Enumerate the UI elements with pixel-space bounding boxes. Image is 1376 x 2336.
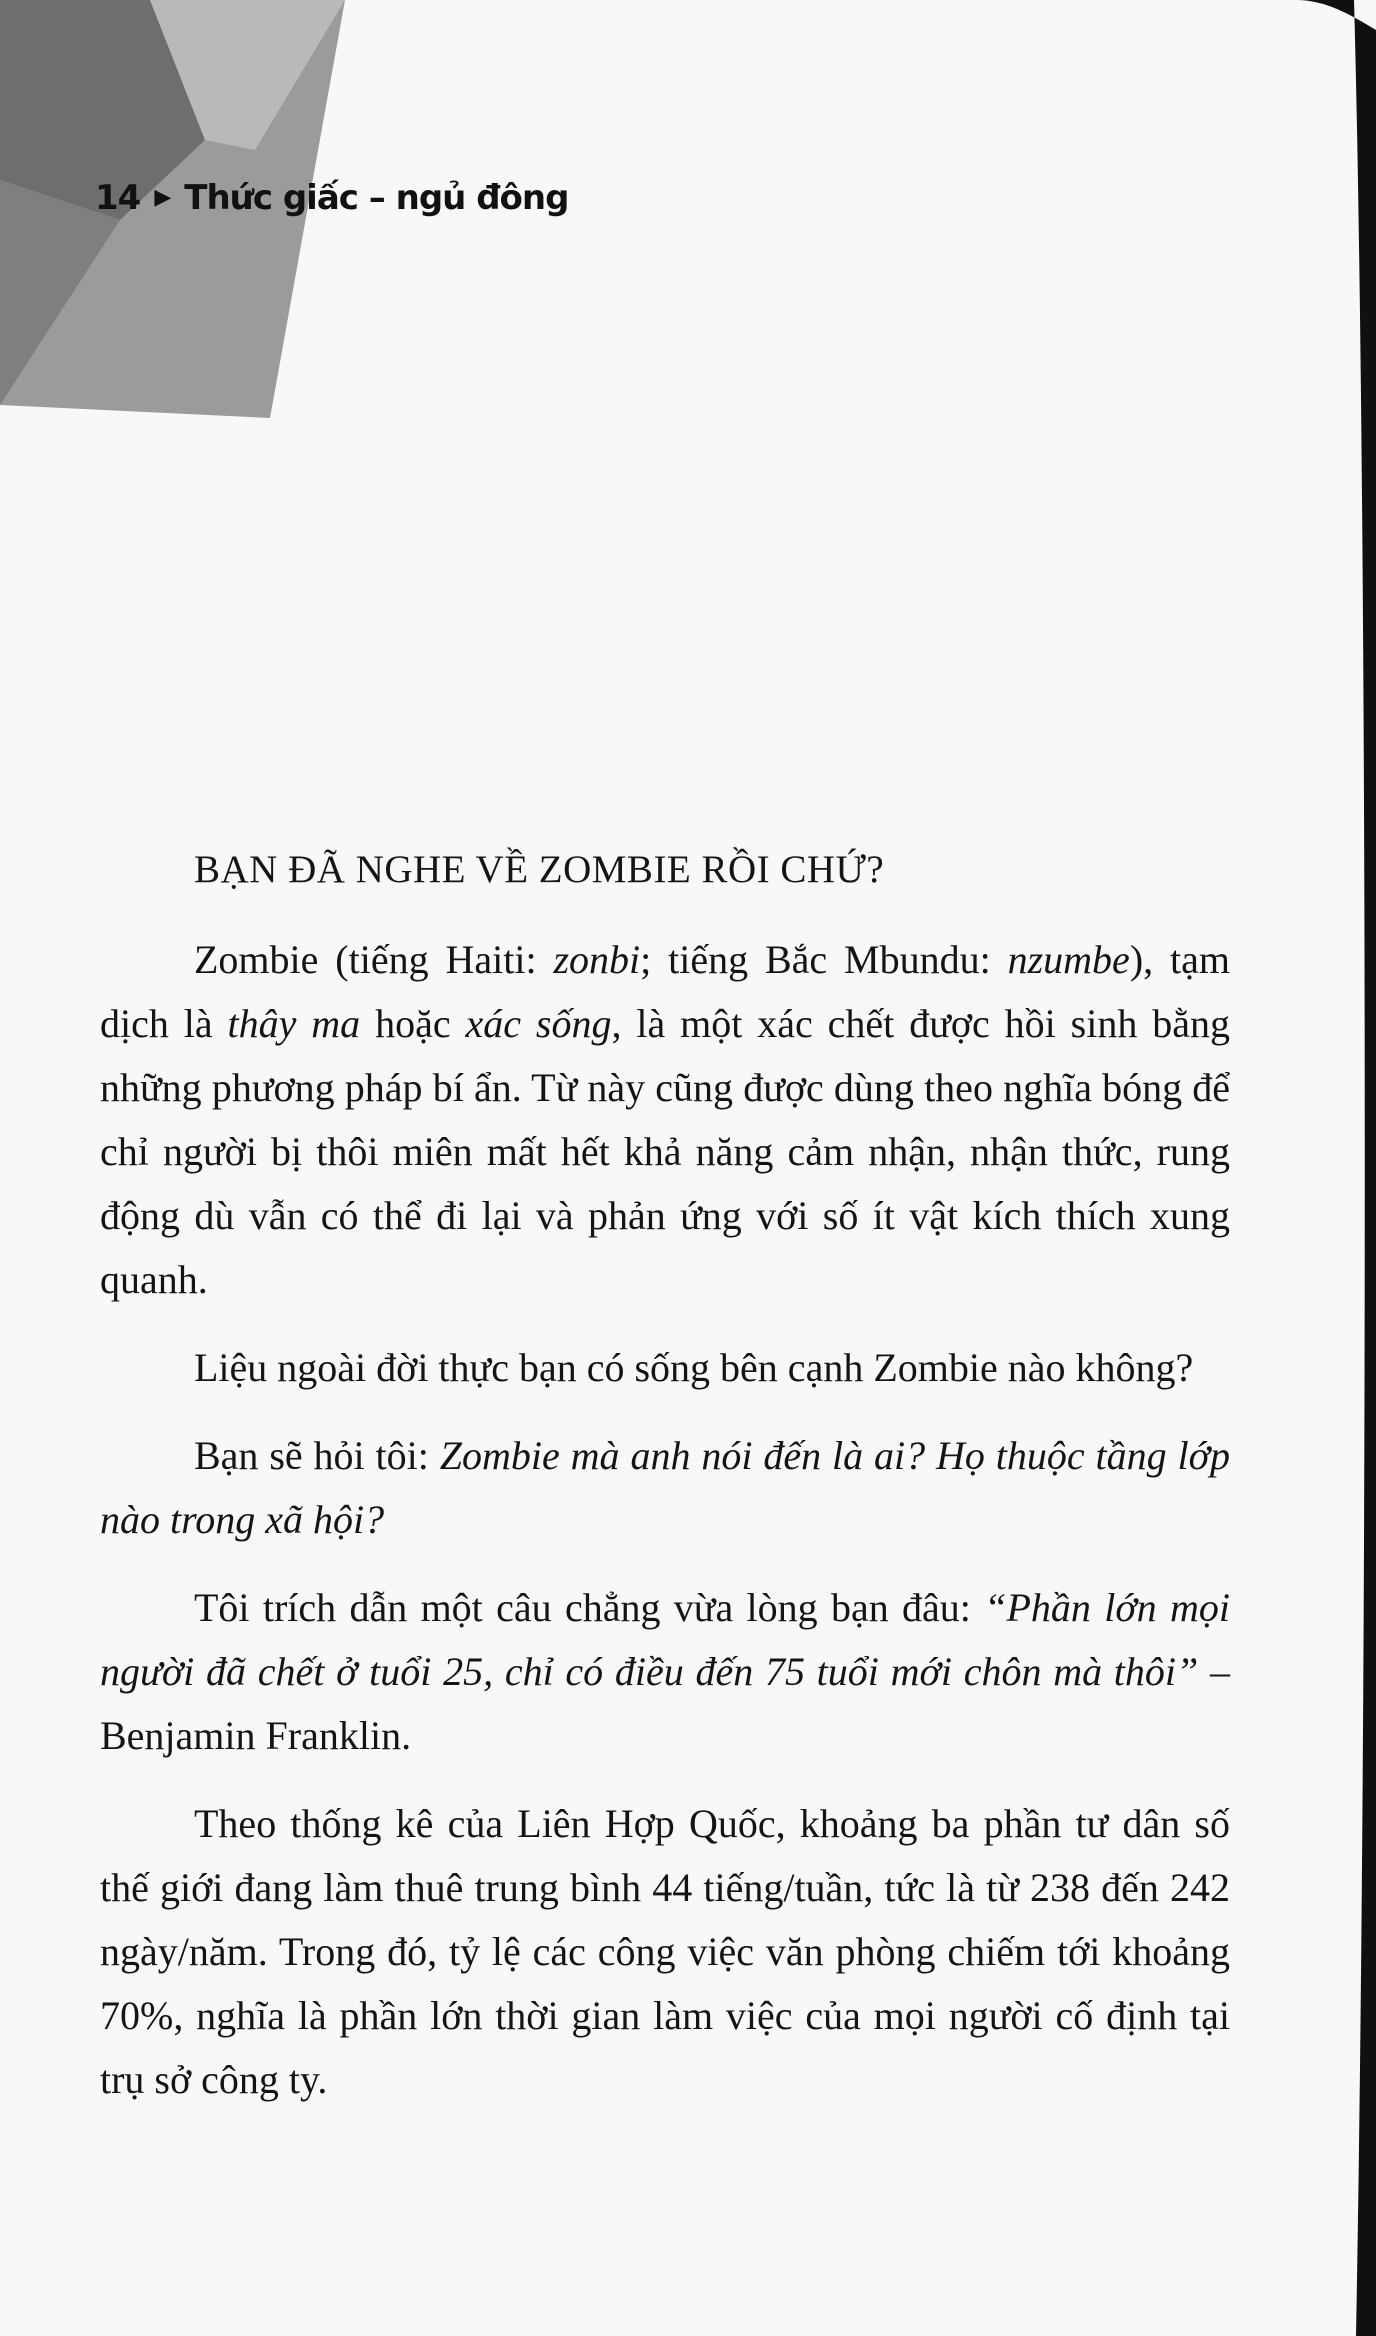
page-edge-shadow — [1256, 0, 1376, 2336]
p1-term-thay-ma: thây ma — [227, 1001, 361, 1046]
p1-text-g: hoặc — [360, 1001, 466, 1046]
p4-text-a: Tôi trích dẫn một câu chẳng vừa lòng bạn đâu: — [194, 1585, 985, 1630]
p3-text-a: Bạn sẽ hỏi tôi: — [194, 1433, 440, 1478]
paragraph-5: Theo thống kê của Liên Hợp Quốc, khoảng ba phần tư dân số thế giới đang làm thuê trung bình 44 tiếng/tuần, tức là từ 238 đến 242 ngày/năm. Trong đó, tỷ lệ các công việc văn phòng chiếm tới khoảng 70%, nghĩa là phần lớn thời gian làm việc của mọi người cố định tại trụ sở công ty. — [100, 1801, 1230, 2102]
p1-term-zonbi: zonbi — [553, 937, 641, 982]
section-heading: BẠN ĐÃ NGHE VỀ ZOMBIE RỒI CHỨ? — [194, 848, 885, 891]
p4-attribution: – Benjamin Franklin. — [100, 1649, 1231, 1758]
paragraph-3 — [100, 1424, 1230, 1552]
article-body — [100, 840, 1230, 2136]
p3-question: Zombie mà anh nói đến là ai? Họ thuộc tầng lớp nào trong xã hội? — [100, 1433, 1230, 1542]
p1-text-c: ; tiếng Bắc Mbundu: — [640, 937, 1008, 982]
p1-text-e: ), tạm dịch là — [100, 937, 1230, 1046]
chapter-title: Thức giấc – ngủ đông — [184, 178, 569, 218]
paragraph-4 — [100, 1576, 1230, 1768]
paragraph-1 — [100, 928, 1230, 1312]
p4-quote: “Phần lớn mọi người đã chết ở tuổi 25, chỉ có điều đến 75 tuổi mới chôn mà thôi” — [100, 1585, 1230, 1694]
p1-term-nzumbe: nzumbe — [1007, 937, 1130, 982]
paragraph-2: Liệu ngoài đời thực bạn có sống bên cạnh Zombie nào không? — [194, 1345, 1194, 1390]
p1-term-xac-song: xác sống — [465, 1001, 612, 1046]
p1-text-i: , là một xác chết được hồi sinh bằng những phương pháp bí ẩn. Từ này cũng được dùng theo nghĩa bóng để chỉ người bị thôi miên mất hết khả năng cảm nhận, nhận thức, rung động dù vẫn có thể đi lại và phản ứng với số ít vật kích thích xung quanh. — [100, 1001, 1231, 1302]
p1-text-a: Zombie (tiếng Haiti: — [194, 937, 554, 982]
triangle-right-icon: ▶ — [154, 185, 171, 210]
page-number: 14 — [95, 178, 141, 218]
running-head — [95, 168, 568, 228]
